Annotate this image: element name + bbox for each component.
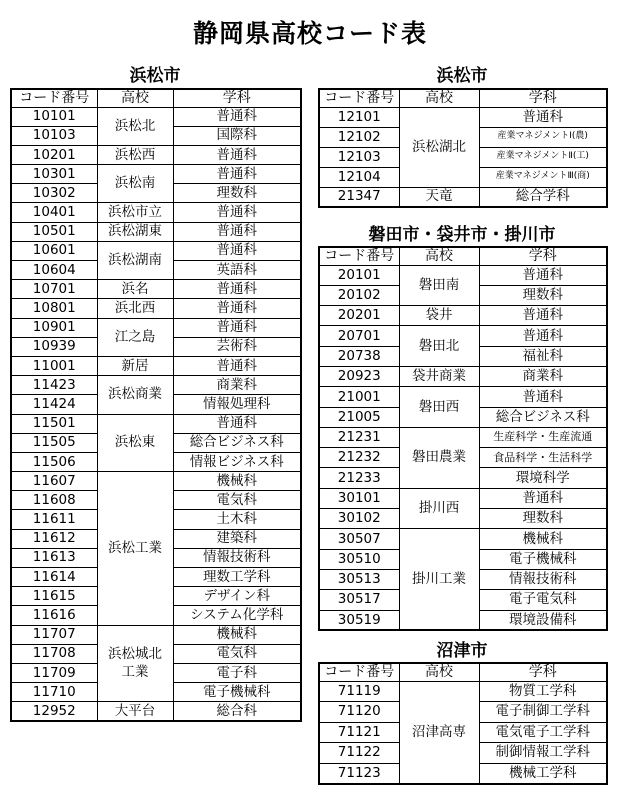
code-cell: 10302 [11, 184, 97, 203]
table-row [319, 306, 607, 326]
code-cell: 11001 [11, 356, 97, 375]
dept-cell: 普通科 [173, 145, 301, 164]
dept-cell: 普通科 [173, 414, 301, 433]
code-cell: 71120 [319, 702, 399, 723]
dept-cell: 電子機械科 [479, 549, 607, 569]
iwata-table [318, 246, 608, 631]
dept-cell: 普通科 [173, 356, 301, 375]
dept-cell: 産業マネジメントⅢ(商) [479, 167, 607, 187]
numazu-table [318, 662, 608, 785]
section-title-numazu: 沼津市 [436, 641, 488, 661]
table-row [319, 366, 607, 386]
school-cell: 磐田西 [399, 387, 479, 428]
code-cell: 20738 [319, 346, 399, 366]
code-cell: 11607 [11, 472, 97, 491]
table-row [11, 356, 301, 375]
code-cell: 21233 [319, 468, 399, 488]
code-cell: 11708 [11, 644, 97, 663]
school-cell: 浜松工業 [97, 472, 173, 626]
school-cell: 浜松東 [97, 414, 173, 472]
school-cell: 大平台 [97, 702, 173, 721]
dept-cell: 食品科学・生活科学 [479, 448, 607, 468]
table-row [319, 387, 607, 407]
table-row [11, 145, 301, 164]
code-cell: 11710 [11, 683, 97, 702]
section-title-hamamatsu-left: 浜松市 [129, 66, 181, 86]
code-cell: 10301 [11, 165, 97, 184]
table-row [11, 280, 301, 299]
dept-cell: 総合ビジネス科 [173, 433, 301, 452]
table-row [319, 187, 607, 207]
school-cell: 浜松湖南 [97, 241, 173, 279]
school-cell: 掛川西 [399, 488, 479, 529]
code-cell: 21347 [319, 187, 399, 207]
code-cell: 20701 [319, 326, 399, 346]
code-cell: 10401 [11, 203, 97, 222]
table-row [11, 376, 301, 395]
code-cell: 21231 [319, 427, 399, 447]
code-cell: 11501 [11, 414, 97, 433]
header-school: 高校 [399, 247, 479, 265]
code-cell: 11424 [11, 395, 97, 414]
dept-cell: 機械工学科 [479, 763, 607, 784]
dept-cell: 英語科 [173, 261, 301, 280]
school-cell: 浜松西 [97, 145, 173, 164]
code-cell: 30102 [319, 509, 399, 529]
dept-cell: 情報処理科 [173, 395, 301, 414]
code-cell: 11611 [11, 510, 97, 529]
dept-cell: 理数科 [479, 509, 607, 529]
code-cell: 10101 [11, 107, 97, 126]
school-cell: 掛川工業 [399, 529, 479, 630]
dept-cell: 機械科 [479, 529, 607, 549]
dept-cell: 電気科 [173, 644, 301, 663]
code-cell: 20101 [319, 265, 399, 285]
table-row [11, 203, 301, 222]
dept-cell: 総合ビジネス科 [479, 407, 607, 427]
school-cell: 沼津高専 [399, 681, 479, 784]
dept-cell: 理数科 [173, 184, 301, 203]
code-cell: 12101 [319, 107, 399, 127]
dept-cell: 環境設備科 [479, 610, 607, 630]
header-dept: 学科 [479, 247, 607, 265]
dept-cell: 福祉科 [479, 346, 607, 366]
dept-cell: 電子電気科 [479, 590, 607, 610]
code-cell: 11423 [11, 376, 97, 395]
code-cell: 10939 [11, 337, 97, 356]
dept-cell: 土木科 [173, 510, 301, 529]
hamamatsu-left-table [10, 88, 302, 722]
header-code: コード番号 [319, 663, 399, 681]
dept-cell: 普通科 [173, 165, 301, 184]
code-cell: 11707 [11, 625, 97, 644]
code-cell: 11615 [11, 587, 97, 606]
code-cell: 11608 [11, 491, 97, 510]
school-cell: 浜松湖北 [399, 107, 479, 187]
table-row [11, 165, 301, 184]
header-code: コード番号 [319, 247, 399, 265]
school-cell: 磐田南 [399, 265, 479, 306]
dept-cell: 総合科 [173, 702, 301, 721]
school-cell: 浜松市立 [97, 203, 173, 222]
school-cell: 江之島 [97, 318, 173, 356]
code-cell: 12102 [319, 127, 399, 147]
code-cell: 11506 [11, 452, 97, 471]
code-cell: 10501 [11, 222, 97, 241]
code-cell: 12952 [11, 702, 97, 721]
dept-cell: 普通科 [173, 318, 301, 337]
code-cell: 12104 [319, 167, 399, 187]
code-cell: 10103 [11, 126, 97, 145]
table-row [11, 625, 301, 644]
school-cell: 磐田農業 [399, 427, 479, 488]
page-title: 静岡県高校コード表 [192, 19, 427, 48]
code-cell: 71122 [319, 743, 399, 764]
table-row [11, 414, 301, 433]
school-cell: 浜名 [97, 280, 173, 299]
header-dept: 学科 [173, 89, 301, 107]
dept-cell: 電子科 [173, 663, 301, 682]
dept-cell: 普通科 [479, 326, 607, 346]
code-cell: 11612 [11, 529, 97, 548]
hamamatsu-right-table [318, 88, 608, 208]
dept-cell: 普通科 [479, 306, 607, 326]
table-row [319, 265, 607, 285]
dept-cell: 総合学科 [479, 187, 607, 207]
code-cell: 21005 [319, 407, 399, 427]
table-row [319, 681, 607, 702]
dept-cell: 環境科学 [479, 468, 607, 488]
school-cell: 浜松城北工業 [97, 625, 173, 702]
dept-cell: 生産科学・生産流通 [479, 427, 607, 447]
code-cell: 10801 [11, 299, 97, 318]
school-cell: 磐田北 [399, 326, 479, 367]
code-cell: 30101 [319, 488, 399, 508]
dept-cell: 普通科 [173, 222, 301, 241]
code-cell: 21001 [319, 387, 399, 407]
school-cell: 袋井商業 [399, 366, 479, 386]
code-cell: 30519 [319, 610, 399, 630]
dept-cell: 機械科 [173, 625, 301, 644]
header-school: 高校 [399, 89, 479, 107]
dept-cell: 普通科 [173, 241, 301, 260]
dept-cell: 普通科 [173, 203, 301, 222]
header-school: 高校 [97, 89, 173, 107]
table-row [11, 472, 301, 491]
dept-cell: 普通科 [479, 107, 607, 127]
dept-cell: 商業科 [479, 366, 607, 386]
code-cell: 10601 [11, 241, 97, 260]
school-cell: 浜松北 [97, 107, 173, 145]
table-row [319, 488, 607, 508]
dept-cell: 建築科 [173, 529, 301, 548]
dept-cell: 商業科 [173, 376, 301, 395]
school-cell: 浜松湖東 [97, 222, 173, 241]
code-cell: 30517 [319, 590, 399, 610]
dept-cell: 普通科 [173, 299, 301, 318]
dept-cell: 普通科 [479, 387, 607, 407]
dept-cell: 情報技術科 [479, 569, 607, 589]
table-row [11, 702, 301, 721]
table-row [11, 299, 301, 318]
code-cell: 11709 [11, 663, 97, 682]
dept-cell: 理数工学科 [173, 568, 301, 587]
header-school: 高校 [399, 663, 479, 681]
code-cell: 12103 [319, 147, 399, 167]
dept-cell: 電気電子工学科 [479, 722, 607, 743]
school-cell: 天竜 [399, 187, 479, 207]
table-row [319, 107, 607, 127]
table-row [11, 222, 301, 241]
school-cell: 浜松南 [97, 165, 173, 203]
code-cell: 10604 [11, 261, 97, 280]
code-cell: 30510 [319, 549, 399, 569]
header-code: コード番号 [11, 89, 97, 107]
dept-cell: デザイン科 [173, 587, 301, 606]
code-cell: 11505 [11, 433, 97, 452]
dept-cell: 産業マネジメントⅠ(農) [479, 127, 607, 147]
table-row [11, 241, 301, 260]
table-row [319, 427, 607, 447]
code-cell: 30513 [319, 569, 399, 589]
school-cell: 浜北西 [97, 299, 173, 318]
code-cell: 10701 [11, 280, 97, 299]
code-cell: 11614 [11, 568, 97, 587]
dept-cell: 普通科 [479, 265, 607, 285]
code-cell: 20201 [319, 306, 399, 326]
dept-cell: システム化学科 [173, 606, 301, 625]
dept-cell: 情報技術科 [173, 548, 301, 567]
dept-cell: 普通科 [479, 488, 607, 508]
header-dept: 学科 [479, 663, 607, 681]
dept-cell: 物質工学科 [479, 681, 607, 702]
code-cell: 10901 [11, 318, 97, 337]
table-row [319, 326, 607, 346]
dept-cell: 理数科 [479, 285, 607, 305]
dept-cell: 芸術科 [173, 337, 301, 356]
code-cell: 11616 [11, 606, 97, 625]
dept-cell: 制御情報工学科 [479, 743, 607, 764]
dept-cell: 機械科 [173, 472, 301, 491]
section-title-hamamatsu-right: 浜松市 [436, 66, 488, 86]
code-cell: 11613 [11, 548, 97, 567]
dept-cell: 情報ビジネス科 [173, 452, 301, 471]
code-cell: 20102 [319, 285, 399, 305]
dept-cell: 産業マネジメントⅡ(工) [479, 147, 607, 167]
dept-cell: 電子制御工学科 [479, 702, 607, 723]
header-code: コード番号 [319, 89, 399, 107]
dept-cell: 電子機械科 [173, 683, 301, 702]
dept-cell: 普通科 [173, 107, 301, 126]
school-cell: 新居 [97, 356, 173, 375]
dept-cell: 電気科 [173, 491, 301, 510]
code-cell: 21232 [319, 448, 399, 468]
code-cell: 30507 [319, 529, 399, 549]
dept-cell: 国際科 [173, 126, 301, 145]
table-row [11, 107, 301, 126]
section-title-iwata: 磐田市・袋井市・掛川市 [368, 225, 556, 245]
code-cell: 71119 [319, 681, 399, 702]
school-cell: 浜松商業 [97, 376, 173, 414]
code-cell: 71121 [319, 722, 399, 743]
code-cell: 10201 [11, 145, 97, 164]
code-cell: 20923 [319, 366, 399, 386]
table-row [11, 318, 301, 337]
code-cell: 71123 [319, 763, 399, 784]
dept-cell: 普通科 [173, 280, 301, 299]
header-dept: 学科 [479, 89, 607, 107]
table-row [319, 529, 607, 549]
school-cell: 袋井 [399, 306, 479, 326]
